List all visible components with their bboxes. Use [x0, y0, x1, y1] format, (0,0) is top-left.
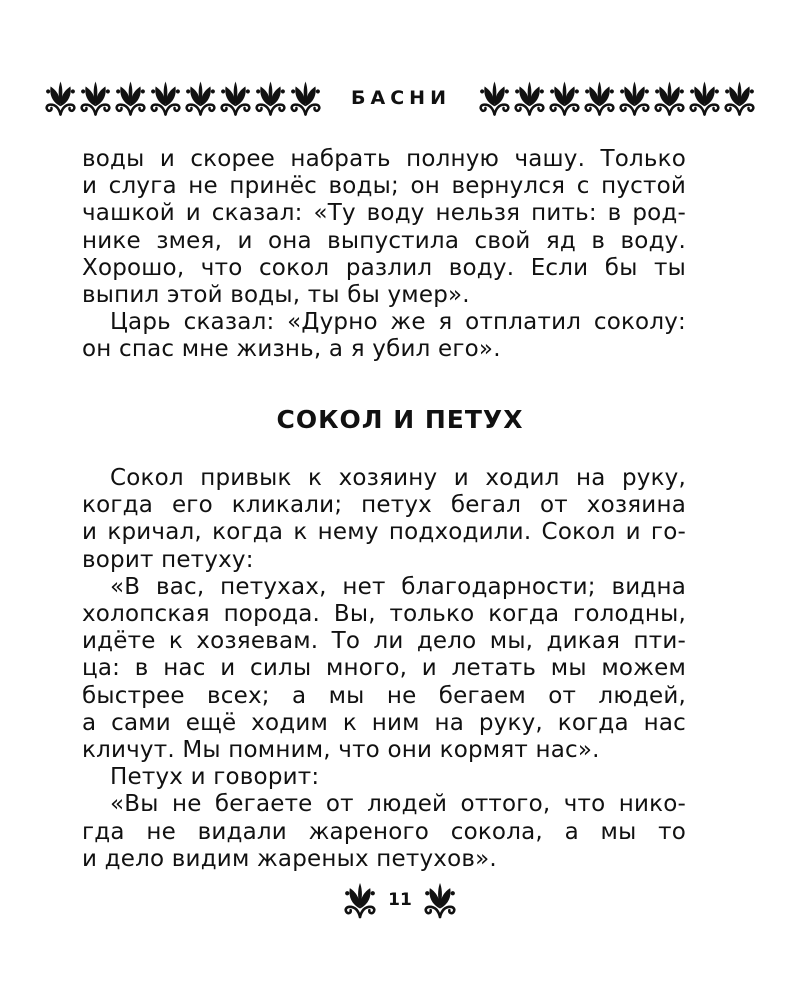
text-line: быстрее всех; а мы не бегаем от людей,	[82, 682, 686, 709]
leaf-ornament-icon	[343, 880, 377, 920]
text-line: он спас мне жизнь, а я убил его».	[82, 336, 501, 363]
text-line: Петух и говорит:	[110, 764, 320, 791]
text-line: когда его кликали; петух бегал от хозяина	[82, 492, 686, 519]
leaf-ornament-icon	[423, 880, 457, 920]
leaf-ornament-icon	[653, 79, 686, 117]
ornament-row-left	[43, 79, 323, 117]
fable-title: СОКОЛ И ПЕТУХ	[276, 405, 524, 434]
leaf-ornament-icon	[688, 79, 721, 117]
text-line: гда не видали жареного сокола, а мы то	[82, 818, 686, 845]
leaf-ornament-icon	[289, 79, 322, 117]
text-line: «В вас, петухах, нет благодарности; видна	[110, 573, 686, 600]
text-line: выпил этой воды, ты бы умер».	[82, 282, 470, 309]
text-line: Царь сказал: «Дурно же я отплатил соколу:	[110, 309, 686, 336]
leaf-ornament-icon	[583, 79, 616, 117]
leaf-ornament-icon	[618, 79, 651, 117]
text-line: Сокол привык к хозяину и ходил на руку,	[110, 465, 686, 491]
text-line: идёте к хозяевам. То ли дело мы, дикая пти-	[82, 628, 686, 655]
page-footer	[0, 880, 800, 920]
leaf-ornament-icon	[478, 79, 511, 117]
running-header	[60, 74, 740, 122]
leaf-ornament-icon	[114, 79, 147, 117]
text-line: и слуга не принёс воды; он вернулся с пустой	[82, 173, 686, 200]
ornament-row-right	[477, 79, 757, 117]
text-line: нике змея, и она выпустила свой яд в воду.	[82, 227, 686, 254]
text-line: воды и скорее набрать полную чашу. Только	[82, 146, 686, 172]
text-line: ворит петуху:	[82, 546, 254, 573]
page-number: 11	[388, 890, 412, 910]
leaf-ornament-icon	[79, 79, 112, 117]
text-line: а сами ещё ходим к ним на руку, когда нас	[82, 709, 686, 736]
leaf-ornament-icon	[254, 79, 287, 117]
leaf-ornament-icon	[184, 79, 217, 117]
text-line: и кричал, когда к нему подходили. Сокол и го-	[82, 519, 686, 546]
text-line: чашкой и сказал: «Ту воду нельзя пить: в род-	[82, 200, 686, 227]
leaf-ornament-icon	[219, 79, 252, 117]
leaf-ornament-icon	[513, 79, 546, 117]
fable-text	[82, 465, 686, 873]
leaf-ornament-icon	[548, 79, 581, 117]
text-line: «Вы не бегаете от людей оттого, что нико-	[110, 791, 686, 818]
running-title: БАСНИ	[351, 87, 451, 109]
text-line: ца: в нас и силы много, и летать мы можем	[82, 655, 686, 682]
text-line: Хорошо, что сокол разлил воду. Если бы ты	[82, 254, 686, 281]
text-line: холопская порода. Вы, только когда голодны,	[82, 601, 686, 628]
fable-continuation-text	[82, 146, 686, 364]
text-line: и дело видим жареных петухов».	[82, 845, 497, 872]
text-line: кличут. Мы помним, что они кормят нас».	[82, 737, 600, 764]
leaf-ornament-icon	[149, 79, 182, 117]
leaf-ornament-icon	[723, 79, 756, 117]
leaf-ornament-icon	[44, 79, 77, 117]
